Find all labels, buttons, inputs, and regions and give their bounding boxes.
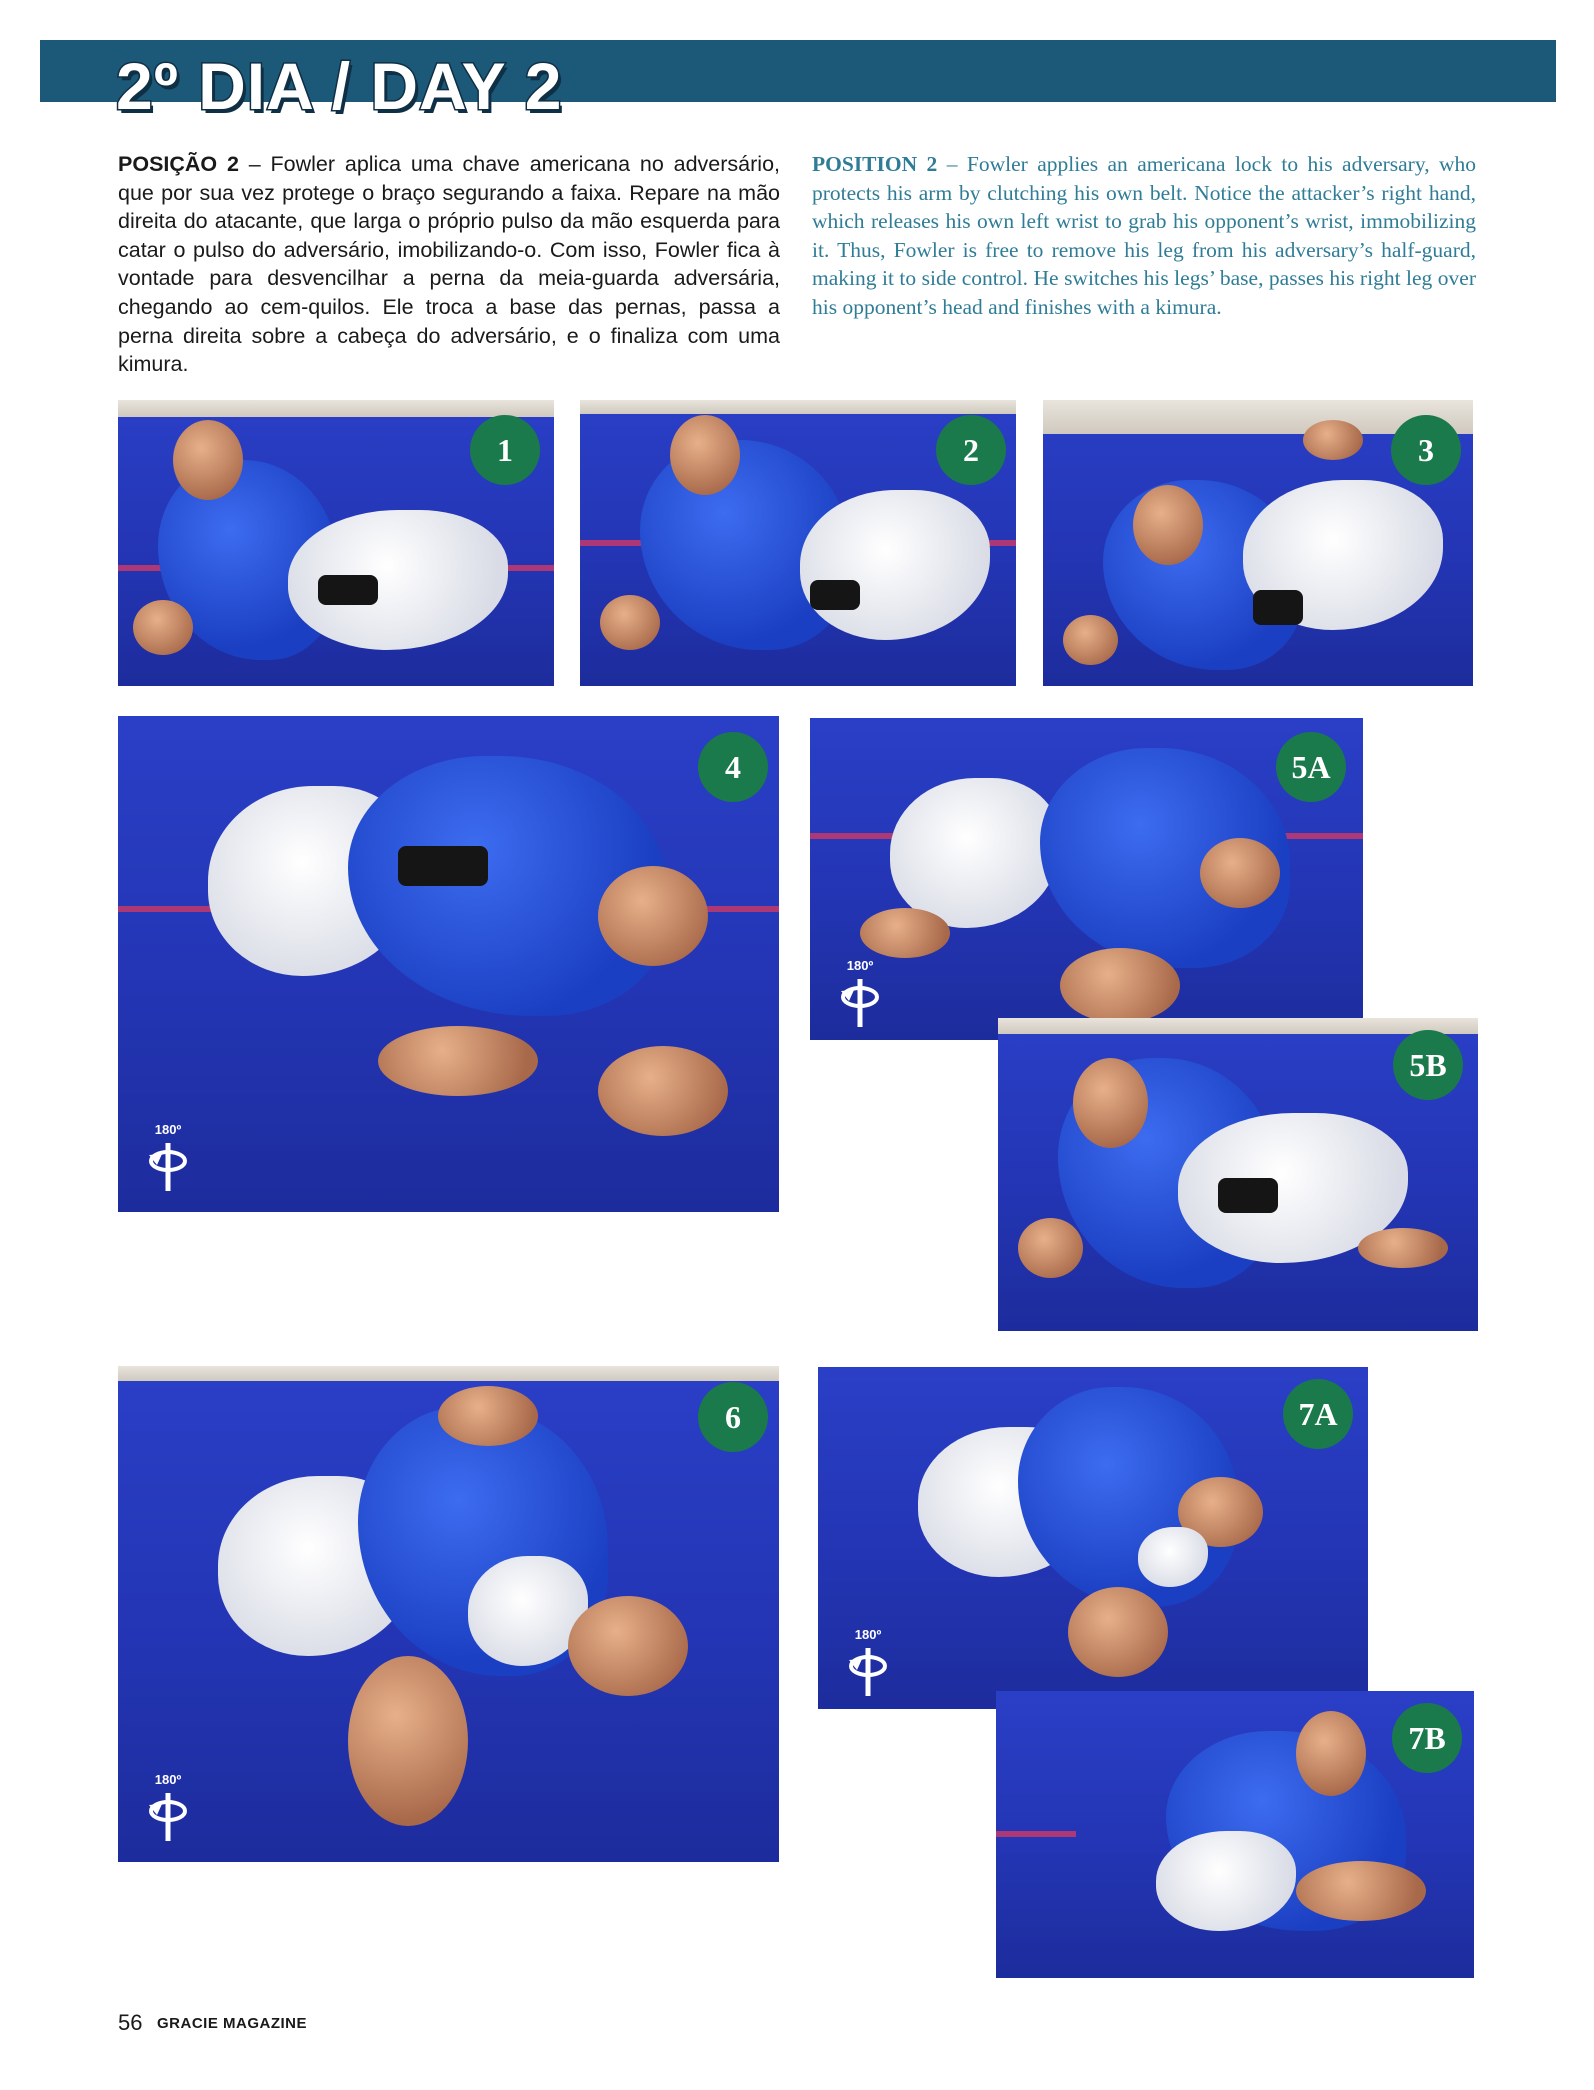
step-badge-7b: 7B <box>1392 1703 1462 1773</box>
photo-step-1 <box>118 400 554 686</box>
text-portuguese-body: – Fowler aplica uma chave americana no adversário, que por sua vez protege o braço segurando a faixa. Repare na mão direita do atacante, que larga o próprio pulso da mão esquerda para catar o pulso do adversário, imobilizando-o. Com isso, Fowler fica à vontade para desvencilhar a perna da meia-guarda adversária, chegando ao cem-quilos. Ele troca a base das pernas, passa a perna direita sobre a cabeça do adversário, e o finaliza com uma kimura. <box>118 152 780 377</box>
text-english <box>812 150 1476 322</box>
photo-step-5a <box>810 718 1363 1040</box>
page-title: 2º DIA / DAY 2 <box>116 49 563 123</box>
rotation-label: 180º <box>854 1627 882 1642</box>
step-badge-2: 2 <box>936 415 1006 485</box>
page-number: 56 <box>118 2010 143 2035</box>
text-english-body: – Fowler applies an americana lock to his adversary, who protects his arm by clutching his own belt. Notice the attacker’s right hand, which releases his own left wrist to grab his opponent’s wrist, immobilizing it. Thus, Fowler is free to remove his leg from his adversary’s half-guard, making it to side control. He switches his legs’ base, passes his right leg over his opponent’s head and finishes with a kimura. <box>812 152 1477 319</box>
photo-step-2 <box>580 400 1016 686</box>
text-portuguese-lead: POSIÇÃO 2 <box>118 152 239 176</box>
rotation-label: 180º <box>154 1772 182 1787</box>
photo-step-5b <box>998 1018 1478 1331</box>
text-english-lead: POSITION 2 <box>812 152 938 176</box>
photo-step-6 <box>118 1366 779 1862</box>
photo-step-4 <box>118 716 779 1212</box>
rotate-180-icon <box>138 1122 198 1202</box>
rotate-180-icon <box>838 1627 898 1707</box>
step-badge-5b: 5B <box>1393 1030 1463 1100</box>
photo-step-3 <box>1043 400 1473 686</box>
step-badge-6: 6 <box>698 1382 768 1452</box>
step-badge-7a: 7A <box>1283 1379 1353 1449</box>
text-portuguese <box>118 150 780 379</box>
rotation-label: 180º <box>846 958 874 973</box>
photo-step-7b <box>996 1691 1474 1978</box>
rotate-180-icon <box>830 958 890 1038</box>
rotation-label: 180º <box>154 1122 182 1137</box>
step-badge-1: 1 <box>470 415 540 485</box>
step-badge-3: 3 <box>1391 415 1461 485</box>
photo-step-7a <box>818 1367 1368 1709</box>
step-badge-4: 4 <box>698 732 768 802</box>
magazine-name: GRACIE MAGAZINE <box>157 2015 307 2032</box>
step-badge-5a: 5A <box>1276 732 1346 802</box>
rotate-180-icon <box>138 1772 198 1852</box>
